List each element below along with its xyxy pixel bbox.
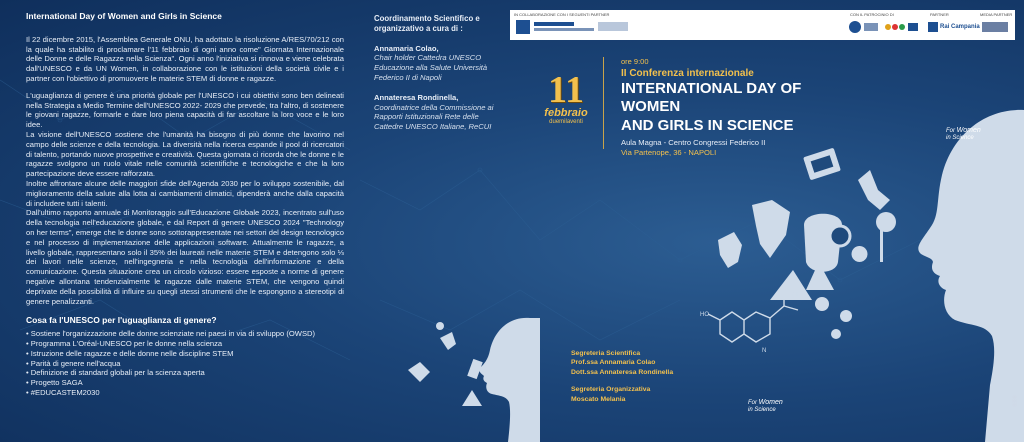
media-partner-label: MEDIA PARTNER	[980, 12, 1013, 17]
woman-profile-small	[479, 318, 540, 442]
fwis-badge-top	[946, 128, 981, 141]
paragraph: Il 22 dicembre 2015, l'Assemblea Generale ONU, ha adottato la risoluzione A/RES/70/212 con la quale ha stabilito di proclamare l'11 febbraio di ogni anno come" Giornata Internazionale delle Donne e delle Ragazze nella Scienza". Ogni anno l'iniziativa si rinnova e viene celebrata dall'UNESCO e da UN Women, in collaborazione con le istituzioni della società civile e i partner con l'obiettivo di promuovere le materie STEM di donne e ragazze.	[26, 34, 344, 83]
list-item: • Sostiene l'organizzazione delle donne scienziate nei paesi in via di sviluppo (OWSD)	[26, 329, 344, 339]
list-item: • #EDUCASTEM2030	[26, 388, 344, 398]
molecule-structure	[708, 296, 798, 342]
patronage-label: CON IL PATROCINIO DI	[850, 12, 894, 17]
paragraph: Dall'ultimo rapporto annuale di Monitoraggio sull'Educazione Globale 2023, incentrato sull'uso della tecnologia nell'educazione globale, e dal Report di genere UNESCO 2024 "Technology on her terms", emerge che le donne sono sottorappresentate nei settori del design tecnologico e nel processo di implementazione delle applicazioni software. Attualmente le ragazze, a livello globale, rappresentano solo il 35% dei laureati nelle materie STEM e detengono solo ⅓ dei lavori nelle scienze, nell'ingegneria e nella tecnologia dell'informazione e della comunicazione. Questa situazione crea un circolo vizioso: essere esposte a norme di genere negative allontana tendenzialmente le ragazze dalle materie STEM, che vengono quindi deprivate della possibilità di influire su quegli stessi strumenti che le espongono a stereotipi di genere penalizzanti.	[26, 208, 344, 306]
unesco-subheading: Cosa fa l'UNESCO per l'uguaglianza di genere?	[26, 315, 217, 326]
unesco-emblem-icon	[516, 20, 636, 34]
venue-name: Aula Magna - Centro Congressi Federico II	[621, 138, 766, 147]
badge-word: in Science	[946, 134, 974, 141]
institution-logos-icon	[848, 20, 918, 34]
list-item: • Progetto SAGA	[26, 378, 344, 388]
patronage-logos	[848, 20, 918, 34]
event-time: ore 9:00	[621, 57, 649, 66]
conference-label: II Conferenza internazionale	[621, 68, 754, 79]
coordinator-name: Annateresa Rondinella,	[374, 92, 459, 102]
list-item: • Programma L'Oréal-UNESCO per le donne nella scienza	[26, 339, 344, 349]
list-item: • Definizione di standard globali per la scienza aperta	[26, 368, 344, 378]
date-divider	[603, 57, 604, 149]
event-info	[621, 57, 841, 157]
partner-logo-strip	[510, 10, 1015, 40]
secretariat-person: Prof.ssa Annamaria Colao	[571, 359, 656, 367]
paragraph: La visione dell'UNESCO sostiene che l'umanità ha bisogno di più donne che lavorino nel campo delle scienze e della tecnologia. La diversità nella ricerca espande il pool di ricercatori di talento, portando nuove prospettive e creatività. Questa giornata ci ricorda che le donne e le ragazze svolgono un ruolo vitale nelle comunità scientifiche e tecnologiche e che la loro partecipazione deve essere rafforzata.	[26, 129, 344, 179]
event-title-line1: INTERNATIONAL DAY OF WOMEN	[621, 80, 802, 115]
nh-label: N	[762, 348, 767, 354]
secretariat-person: Moscato Melania	[571, 395, 626, 403]
badge-word: For Women	[748, 399, 783, 406]
partner-label: PARTNER	[930, 12, 949, 17]
ho-label: HO	[700, 312, 709, 318]
event-year: duemilaventi	[549, 119, 583, 125]
coordination-column	[374, 14, 502, 142]
woman-profile-large	[918, 110, 1024, 442]
coordinator-name: Annamaria Colao,	[374, 43, 439, 53]
nh2-label: NH	[792, 292, 801, 298]
unesco-logo	[516, 20, 636, 34]
list-item: • Parità di genere nell'acqua	[26, 359, 344, 369]
venue-address: Via Partenope, 36 - NAPOLI	[621, 147, 717, 157]
event-date	[536, 69, 596, 125]
event-venue	[621, 138, 841, 157]
rai-logo	[928, 20, 980, 34]
scientific-secretariat-heading: Segreteria Scientifica	[571, 350, 641, 357]
left-heading: International Day of Women and Girls in Science	[26, 11, 222, 21]
media-partner-logo	[982, 20, 1008, 34]
paragraph: L'uguaglianza di genere è una priorità globale per l'UNESCO i cui obiettivi sono ben delineati nella Strategia a Medio Termine dell'UNESCO 2022- 2029 che prevede, tra l'altro, di sostenere le giovani ragazze, formarle e dare loro piena capacità di far ascoltare la loro voce e le loro idee.	[26, 90, 344, 130]
event-title-line2: AND GIRLS IN SCIENCE	[621, 117, 794, 134]
paragraph: Inoltre affrontare alcune delle maggiori sfide dell'Agenda 2030 per lo sviluppo sostenibile, dal miglioramento della salute alla lotta ai cambiamenti climatici, dipenderà anche dalla capacità di includere tutti i talenti.	[26, 178, 344, 208]
coordinator-role: Chair holder Cattedra UNESCO Educazione alla Salute Università Federico II di Napoli	[374, 53, 488, 82]
secretariat-person: Dott.ssa Annateresa Rondinella	[571, 368, 674, 376]
event-month: febbraio	[544, 107, 588, 119]
list-item: • Istruzione delle ragazze e delle donne nelle discipline STEM	[26, 349, 344, 359]
unesco-logo-label: IN COLLABORAZIONE CON I SEGUENTI PARTNER	[514, 12, 610, 17]
small-lab-icons	[408, 322, 483, 406]
rai-text: Rai Campania	[940, 24, 980, 30]
print-code: 8888	[1012, 395, 1019, 407]
coordinator-role: Coordinatrice della Commissione ai Rapporti Istituzionali Rete delle Cattedre UNESCO Italiane, ReCUI	[374, 102, 494, 132]
event-day: 11	[548, 69, 584, 111]
secretariat-block	[571, 349, 711, 404]
science-icons	[718, 148, 896, 339]
bullet-list	[26, 329, 344, 398]
badge-word: For Women	[946, 127, 981, 134]
coordination-heading: Coordinamento Scientifico e organizzativo a cura di :	[374, 14, 480, 33]
badge-word: in Science	[748, 406, 776, 413]
organizational-secretariat-heading: Segreteria Organizzativa	[571, 386, 651, 394]
fwis-badge-bottom	[748, 400, 783, 413]
left-column	[26, 12, 344, 398]
